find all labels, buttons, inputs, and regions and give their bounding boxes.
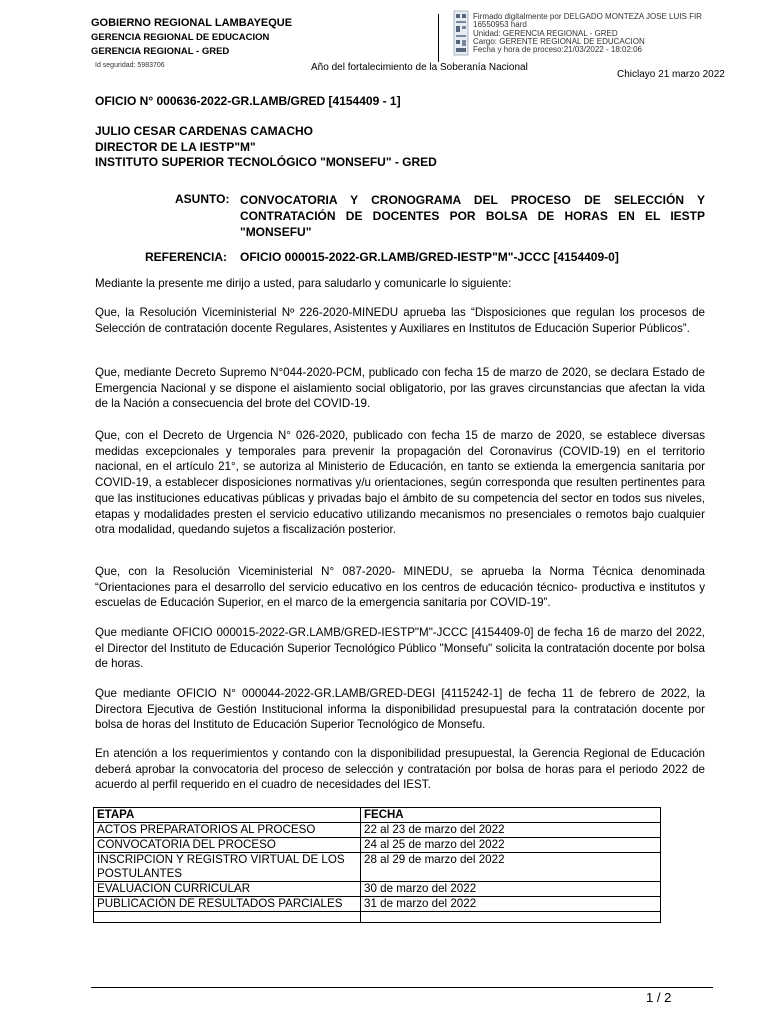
referencia-label: REFERENCIA: (145, 250, 228, 264)
org-name: GOBIERNO REGIONAL LAMBAYEQUE (91, 17, 293, 29)
date-cell: 24 al 25 de marzo del 2022 (361, 838, 661, 853)
stage-cell: EVALUACION CURRICULAR (94, 882, 361, 897)
table-row (94, 823, 661, 838)
table-row (94, 853, 661, 882)
signature-line: Firmado digitalmente por DELGADO MONTEZA JOSE LUIS FIR (473, 13, 702, 21)
addressee-name: JULIO CESAR CARDENAS CAMACHO (95, 124, 314, 138)
footer-divider (91, 987, 713, 988)
schedule-table (93, 807, 661, 923)
table-row-continued (94, 912, 661, 923)
body-paragraph: Que, con el Decreto de Urgencia N° 026-2020, publicado con fecha 15 de marzo de 2020, se establece diversas medidas excepcionales y temporales para prevenir la propagación del Coronavirus (COVID-19) en el territorio nacional, en el artículo 21°, se autoriza al Ministerio de Educación, en tanto se extienda la emergencia sanitaria por COVID-19, a establecer disposiciones normativas y/u orientaciones, según corresponda que resulten pertinentes para que las instituciones educativas públicas y privadas bajo el ámbito de su competencia del sector en todos sus niveles, etapas y modalidades presten el servicio educativo utilizando mecanismos no presenciales o remotos bajo cualquier otra modalidad, quedando sujetos a fiscalización posterior. (95, 429, 705, 537)
place-date: Chiclayo 21 marzo 2022 (617, 69, 725, 80)
signature-line: Cargo: GERENTE REGIONAL DE EDUCACION (473, 36, 645, 46)
referencia-text: OFICIO 000015-2022-GR.LAMB/GRED-IESTP"M"-JCCC [4154409-0] (240, 250, 619, 264)
addressee-role: DIRECTOR DE LA IESTP"M" (95, 140, 256, 154)
body-paragraph: Que mediante OFICIO 000015-2022-GR.LAMB/GRED-IESTP"M"-JCCC [4154409-0] de fecha 16 de marzo del 2022, el Director del Instituto de Educación Superior Tecnológico Público "Monsefu" solicita la contratación docente por bolsa de horas. (95, 626, 705, 671)
addressee-institution: INSTITUTO SUPERIOR TECNOLÓGICO "MONSEFU" - GRED (95, 155, 437, 169)
stage-cell: INSCRIPCION Y REGISTRO VIRTUAL DE LOS POSTULANTES (94, 853, 361, 882)
stage-cell: PUBLICACIÓN DE RESULTADOS PARCIALES (94, 897, 361, 912)
body-paragraph: En atención a los requerimientos y contando con la disponibilidad presupuestal, la Gerencia Regional de Educación deberá aprobar la convocatoria del proceso de selección y contratación por bolsa de horas para el periodo 2022 de acuerdo al perfil requerido en el cuadro de necesidades del IEST. (95, 747, 705, 792)
org-subunit: GERENCIA REGIONAL DE EDUCACION (91, 32, 270, 43)
table-row (94, 882, 661, 897)
date-cell: 31 de marzo del 2022 (361, 897, 661, 912)
digital-signature-block (473, 13, 733, 54)
header-divider (438, 14, 439, 62)
year-motto: Año del fortalecimiento de la Soberanía Nacional (311, 62, 528, 73)
signature-line: Unidad: GERENCIA REGIONAL - GRED (473, 28, 618, 38)
body-paragraph: Que mediante OFICIO N° 000044-2022-GR.LAMB/GRED-DEGI [4115242-1] de fecha 11 de febrero de 2022, la Directora Ejecutiva de Gestión Institucional informa la disponibilidad presupuestal para la contratación docente por bolsa de horas del Instituto de Educación Superior Tecnológico de Monsefu. (95, 687, 705, 732)
table-header-fecha: FECHA (361, 808, 661, 823)
body-paragraph: Que, la Resolución Viceministerial Nº 226-2020-MINEDU aprueba las “Disposiciones que regulan los procesos de Selección de contratación docente Regulares, Asistentes y Auxiliares en Institutos de Educación Superior Públicos”. (95, 306, 705, 335)
oficio-number: OFICIO N° 000636-2022-GR.LAMB/GRED [4154409 - 1] (95, 94, 401, 108)
signature-line: Fecha y hora de proceso:21/03/2022 - 18:02:06 (473, 45, 643, 55)
date-cell: 30 de marzo del 2022 (361, 882, 661, 897)
org-subunit-2: GERENCIA REGIONAL - GRED (91, 46, 230, 57)
digital-signature-logo-icon (453, 9, 469, 57)
stage-cell-empty (94, 912, 361, 923)
table-header-etapa: ETAPA (94, 808, 361, 823)
table-row (94, 838, 661, 853)
table-header-row (94, 808, 661, 823)
body-paragraph: Que, con la Resolución Viceministerial N° 087-2020- MINEDU, se aprueba la Norma Técnica denominada “Orientaciones para el desarrollo del servicio educativo en los centros de educación técnico- productiva e institutos y escuelas de Educación Superior, en el marco de la emergencia sanitaria por COVID-19”. (95, 565, 705, 610)
body-paragraph: Que, mediante Decreto Supremo N°044-2020-PCM, publicado con fecha 15 de marzo de 2020, se declara Estado de Emergencia Nacional y se dispone el aislamiento social obligatorio, por las graves circunstancias que afectan la vida de la Nación a consecuencia del brote del COVID-19. (95, 366, 705, 411)
asunto-text: CONVOCATORIA Y CRONOGRAMA DEL PROCESO DE SELECCIÓN Y CONTRATACIÓN DE DOCENTES POR BOLSA DE HORAS EN EL IESTP "MONSEFU" (240, 193, 705, 239)
security-id: Id seguridad: 5983706 (95, 62, 165, 69)
stage-cell: ACTOS PREPARATORIOS AL PROCESO (94, 823, 361, 838)
date-cell: 22 al 23 de marzo del 2022 (361, 823, 661, 838)
date-cell-empty (361, 912, 661, 923)
signature-line: 16550953 hard (473, 20, 527, 30)
date-cell: 28 al 29 de marzo del 2022 (361, 853, 661, 882)
body-paragraph: Mediante la presente me dirijo a usted, para saludarlo y comunicarle lo siguiente: (95, 277, 512, 290)
table-row (94, 897, 661, 912)
asunto-label: ASUNTO: (175, 192, 230, 206)
stage-cell: CONVOCATORIA DEL PROCESO (94, 838, 361, 853)
page-number: 1 / 2 (646, 990, 672, 1005)
